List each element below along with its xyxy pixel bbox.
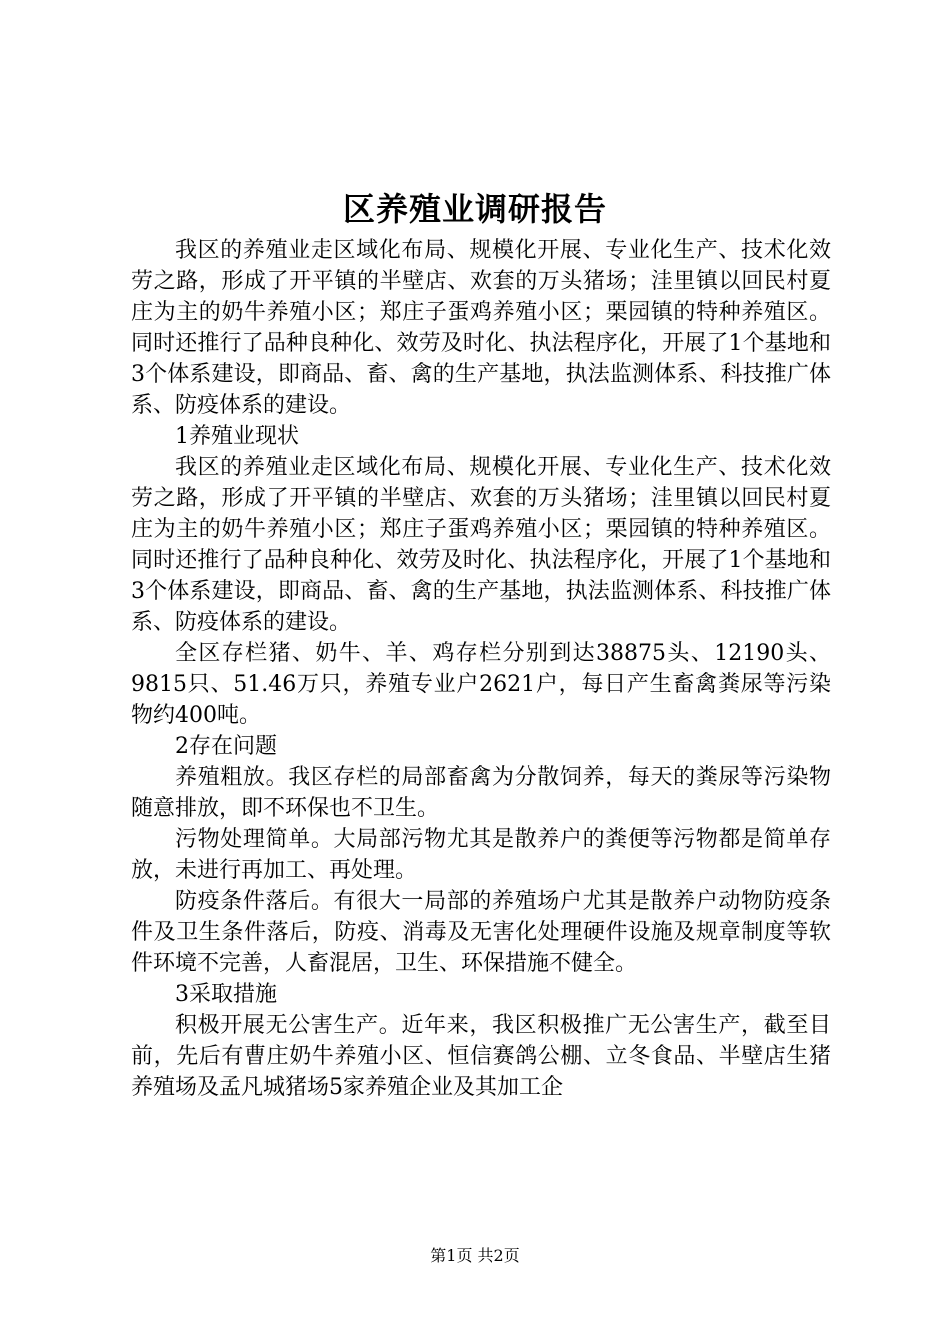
paragraph-problem-extensive: 养殖粗放。我区存栏的局部畜禽为分散饲养，每天的粪尿等污染物随意排放，即不环保也不卫生。 bbox=[131, 765, 831, 821]
paragraph-statistics: 全区存栏猪、奶牛、羊、鸡存栏分别到达38875头、12190头、9815只、51.46万只，养殖专业户2621户，每日产生畜禽粪尿等污染物约400吨。 bbox=[131, 641, 831, 728]
document-body bbox=[131, 235, 831, 1103]
paragraph-problem-epidemic: 防疫条件落后。有很大一局部的养殖场户尤其是散养户动物防疫条件及卫生条件落后，防疫、消毒及无害化处理硬件设施及规章制度等软件环境不完善，人畜混居，卫生、环保措施不健全。 bbox=[131, 889, 831, 976]
paragraph-measures: 积极开展无公害生产。近年来，我区积极推广无公害生产，截至目前，先后有曹庄奶牛养殖小区、恒信赛鸽公棚、立冬食品、半壁店生猪养殖场及孟凡城猪场5家养殖企业及其加工企 bbox=[131, 1013, 831, 1100]
paragraph-status: 我区的养殖业走区域化布局、规模化开展、专业化生产、技术化效劳之路，形成了开平镇的半壁店、欢套的万头猪场；洼里镇以回民村夏庄为主的奶牛养殖小区；郑庄子蛋鸡养殖小区；栗园镇的特种养殖区。同时还推行了品种良种化、效劳及时化、执法程序化，开展了1个基地和3个体系建设，即商品、畜、禽的生产基地，执法监测体系、科技推广体系、防疫体系的建设。 bbox=[131, 455, 831, 635]
document-title: 区养殖业调研报告 bbox=[342, 190, 607, 228]
page-footer: 第1页 共2页 bbox=[430, 1246, 520, 1265]
paragraph-problem-waste: 污物处理简单。大局部污物尤其是散养户的粪便等污物都是简单存放，未进行再加工、再处理。 bbox=[131, 827, 831, 883]
section-heading-status: 1养殖业现状 bbox=[175, 424, 299, 449]
section-heading-measures: 3采取措施 bbox=[175, 982, 277, 1007]
paragraph-intro: 我区的养殖业走区域化布局、规模化开展、专业化生产、技术化效劳之路，形成了开平镇的半壁店、欢套的万头猪场；洼里镇以回民村夏庄为主的奶牛养殖小区；郑庄子蛋鸡养殖小区；栗园镇的特种养殖区。同时还推行了品种良种化、效劳及时化、执法程序化，开展了1个基地和3个体系建设，即商品、畜、禽的生产基地，执法监测体系、科技推广体系、防疫体系的建设。 bbox=[131, 238, 831, 418]
section-heading-problems: 2存在问题 bbox=[175, 734, 277, 759]
